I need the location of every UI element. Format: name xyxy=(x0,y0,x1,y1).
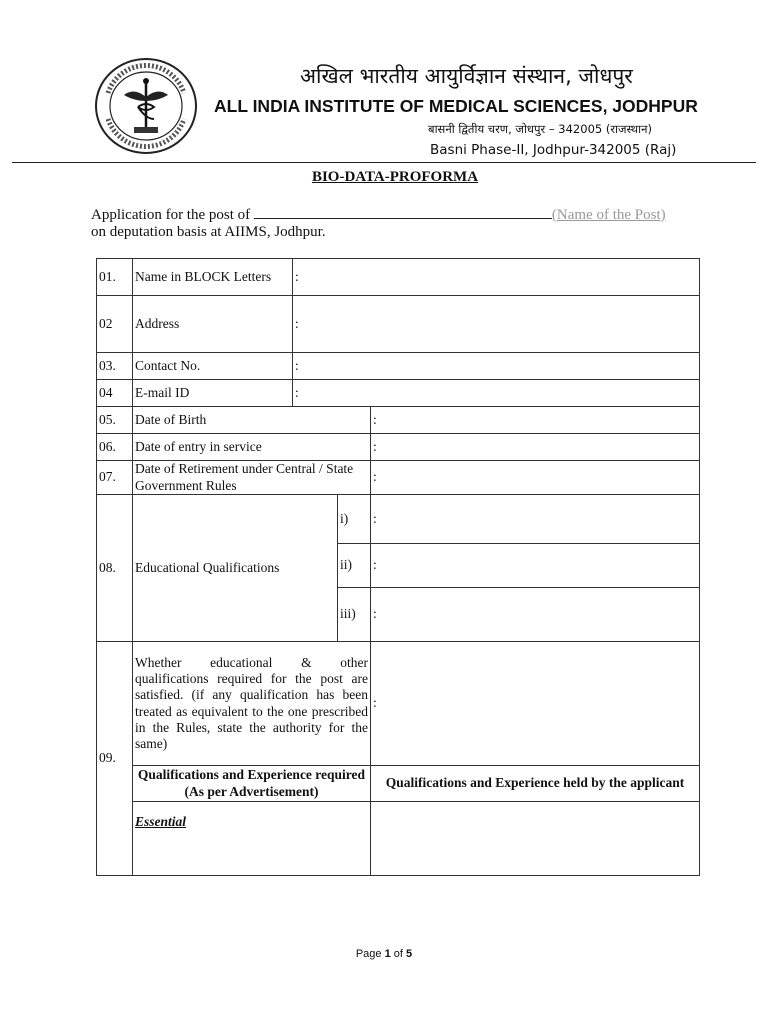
institute-address-english: Basni Phase-II, Jodhpur-342005 (Raj) xyxy=(430,142,677,158)
application-prefix: Application for the post of xyxy=(91,207,251,223)
table-row xyxy=(97,766,700,802)
qualification-field-1[interactable]: : xyxy=(371,495,700,544)
table-row xyxy=(97,407,700,434)
table-row xyxy=(97,434,700,461)
table-row xyxy=(97,495,700,544)
row-number: 01. xyxy=(97,259,133,296)
service-entry-field[interactable]: : xyxy=(371,434,700,461)
row-label: Name in BLOCK Letters xyxy=(133,259,293,296)
row-number: 06. xyxy=(97,434,133,461)
page-footer xyxy=(0,948,768,960)
email-field[interactable]: : xyxy=(293,380,700,407)
qualification-satisfied-field[interactable]: : xyxy=(371,642,700,766)
row-label: Educational Qualifications xyxy=(133,495,338,642)
row-number: 03. xyxy=(97,353,133,380)
row-label: Contact No. xyxy=(133,353,293,380)
page-total: 5 xyxy=(406,948,413,960)
row-label: Date of Retirement under Central / State Government Rules xyxy=(133,461,371,495)
table-row xyxy=(97,353,700,380)
dob-field[interactable]: : xyxy=(371,407,700,434)
table-row xyxy=(97,259,700,296)
row-number: 08. xyxy=(97,495,133,642)
column-header-held: Qualifications and Experience held by the applicant xyxy=(371,766,700,802)
institute-logo xyxy=(94,57,198,155)
row-number: 02 xyxy=(97,296,133,353)
qualification-field-2[interactable]: : xyxy=(371,544,700,588)
contact-field[interactable]: : xyxy=(293,353,700,380)
row-number: 07. xyxy=(97,461,133,495)
form-title: BIO-DATA-PROFORMA xyxy=(311,169,479,185)
address-field[interactable]: : xyxy=(293,296,700,353)
sub-item-label: ii) xyxy=(338,544,371,588)
row-label: Whether educational & other qualifications required for the post are satisfied. (if any qualification has been treated as equivalent to the one prescribed in the Rules, state the authority for the same) xyxy=(133,642,371,766)
table-row xyxy=(97,296,700,353)
row-number: 05. xyxy=(97,407,133,434)
table-row xyxy=(97,642,700,766)
page-current: 1 xyxy=(384,948,391,960)
row-label: E-mail ID xyxy=(133,380,293,407)
application-line xyxy=(91,204,666,224)
table-row xyxy=(97,802,700,876)
institute-address-hindi: बासनी द्वितीय चरण, जोधपुर – 342005 (राजस्थान) xyxy=(428,122,652,136)
header-divider xyxy=(12,162,756,163)
post-name-hint: (Name of the Post) xyxy=(551,207,666,223)
qualification-field-3[interactable]: : xyxy=(371,588,700,642)
essential-held-field[interactable] xyxy=(371,802,700,876)
row-label: Address xyxy=(133,296,293,353)
column-header-required: Qualifications and Experience required (As per Advertisement) xyxy=(133,766,371,802)
institute-name-hindi: अखिल भारतीय आयुर्विज्ञान संस्थान, जोधपुर xyxy=(300,64,633,88)
application-suffix: on deputation basis at AIIMS, Jodhpur. xyxy=(91,224,326,240)
sub-item-label: i) xyxy=(338,495,371,544)
sub-item-label: iii) xyxy=(338,588,371,642)
table-row xyxy=(97,380,700,407)
row-label: Date of entry in service xyxy=(133,434,371,461)
institute-name-english: ALL INDIA INSTITUTE OF MEDICAL SCIENCES, JODHPUR xyxy=(214,96,698,116)
table-row xyxy=(97,461,700,495)
biodata-table xyxy=(96,258,700,876)
essential-label: Essential xyxy=(133,802,371,876)
row-label: Date of Birth xyxy=(133,407,371,434)
retirement-field[interactable]: : xyxy=(371,461,700,495)
page-of: of xyxy=(393,948,403,960)
row-number: 04 xyxy=(97,380,133,407)
name-field[interactable]: : xyxy=(293,259,700,296)
post-name-field[interactable] xyxy=(254,204,552,219)
page-label: Page xyxy=(355,948,382,960)
row-number: 09. xyxy=(97,642,133,876)
